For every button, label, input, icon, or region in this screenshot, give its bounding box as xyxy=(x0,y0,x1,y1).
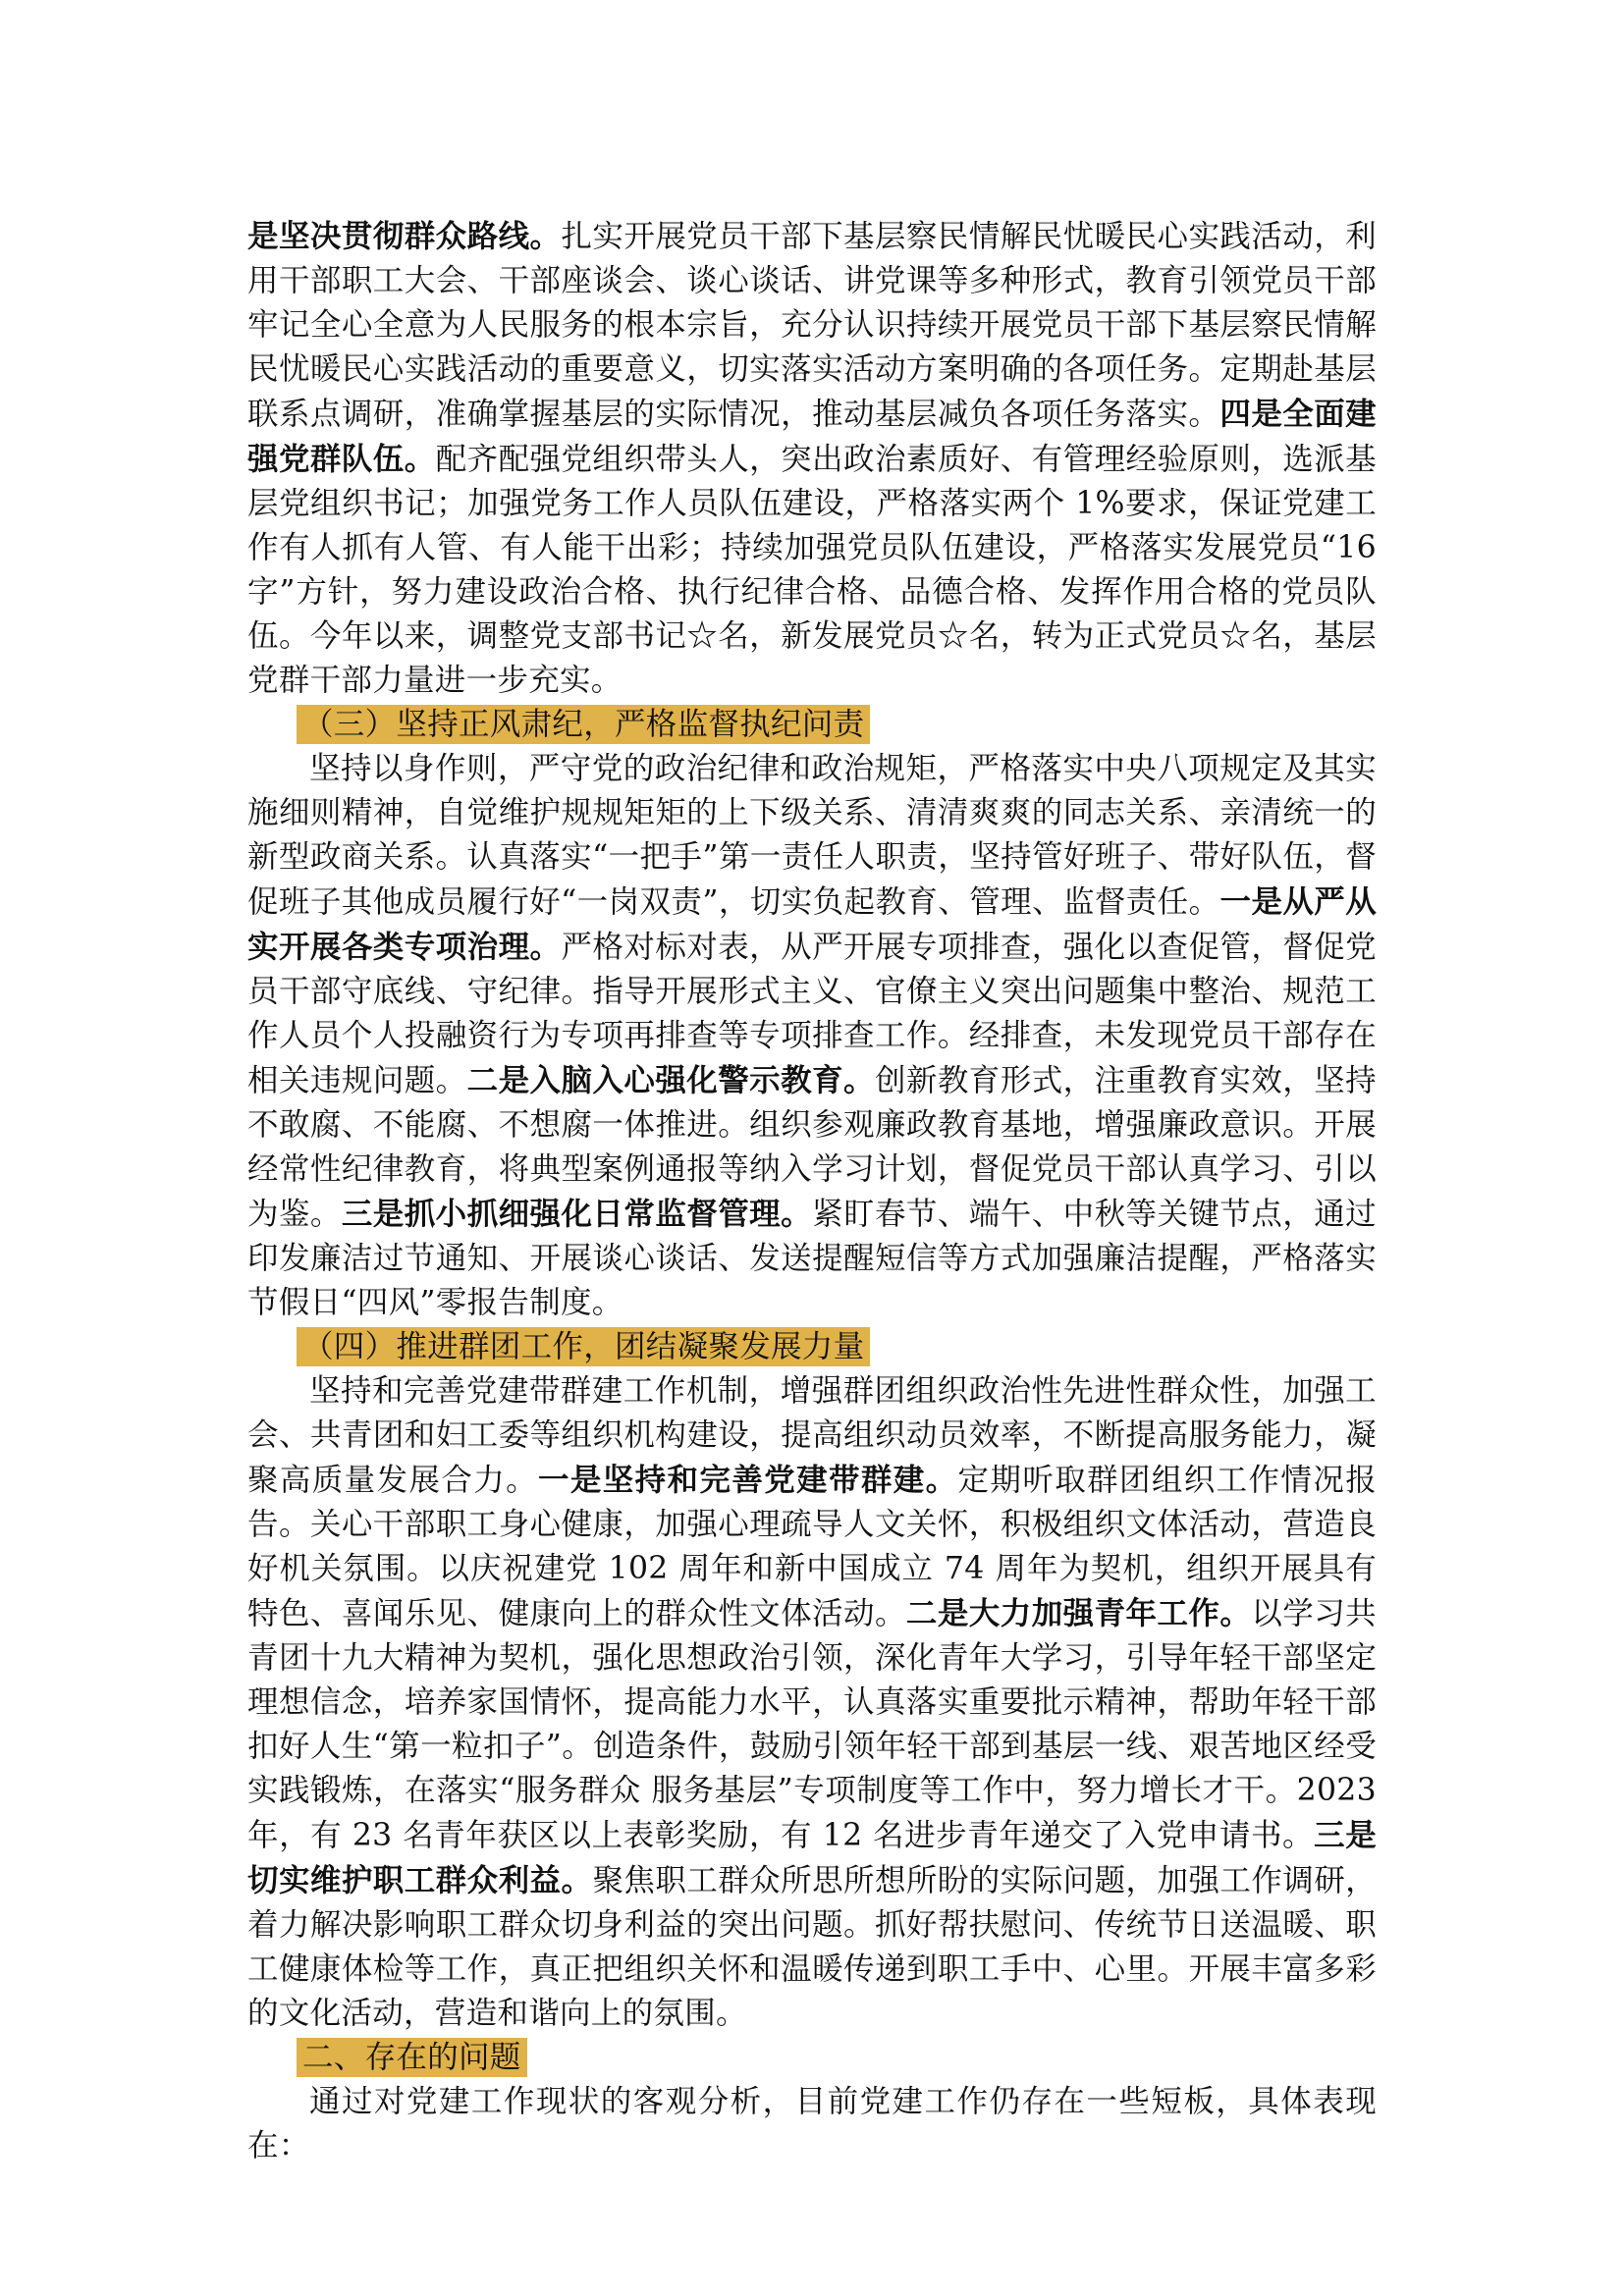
section-heading-4 xyxy=(247,1325,1377,1369)
bold-lead-in: 四是全面建强党群队伍。 xyxy=(247,396,1377,477)
body-text: 严格对标对表，从严开展专项排查，强化以查促管，督促党员干部守底线、守纪律。指导开展形式主义、官僚主义突出问题集中整治、规范工作人员个人投融资行为专项再排查等专项排查工作。经排查，未发现党员干部存在相关违规问题。 xyxy=(247,930,1377,1098)
bold-lead-in: 三是切实维护职工群众利益。 xyxy=(247,1817,1377,1898)
paragraph-discipline xyxy=(247,747,1377,1325)
body-text: 扎实开展党员干部下基层察民情解民忧暖民心实践活动，利用干部职工大会、干部座谈会、谈心谈话、讲党课等多种形式，教育引领党员干部牢记全心全意为人民服务的根本宗旨，充分认识持续开展党员干部下基层察民情解民忧暖民心实践活动的重要意义，切实落实活动方案明确的各项任务。定期赴基层联系点调研，准确掌握基层的实际情况，推动基层减负各项任务落实。 xyxy=(247,219,1377,432)
bold-lead-in: 三是抓小抓细强化日常监督管理。 xyxy=(341,1196,813,1232)
body-text: 配齐配强党组织带头人，突出政治素质好、有管理经验原则，选派基层党组织书记；加强党务工作人员队伍建设，严格落实两个 1%要求，保证党建工作有人抓有人管、有人能干出彩；持续加强党员队伍建设，严格落实发展党员“16字”方针，努力建设政治合格、执行纪律合格、品德合格、发挥作用合格的党员队伍。今年以来，调整党支部书记☆名，新发展党员☆名，转为正式党员☆名，基层党群干部力量进一步充实。 xyxy=(247,442,1377,698)
bold-lead-in: 是坚决贯彻群众路线。 xyxy=(247,218,562,254)
body-text: 以学习共青团十九大精神为契机，强化思想政治引领，深化青年大学习，引导年轻干部坚定理想信念，培养家国情怀，提高能力水平，认真落实重要批示精神，帮助年轻干部扣好人生“第一粒扣子”。创造条件，鼓励引领年轻干部到基层一线、艰苦地区经受实践锻炼，在落实“服务群众 服务基层”专项制度等工作中，努力增长才干。2023 年，有 23 名青年获区以上表彰奖励，有 12 名进步青年递交了入党申请书。 xyxy=(247,1596,1377,1853)
bold-lead-in: 二是大力加强青年工作。 xyxy=(905,1595,1252,1631)
highlighted-heading-text: 二、存在的问题 xyxy=(297,2038,527,2077)
body-text: 创新教育形式，注重教育实效，坚持不敢腐、不能腐、不想腐一体推进。组织参观廉政教育基地，增强廉政意识。开展经常性纪律教育，将典型案例通报等纳入学习计划，督促党员干部认真学习、引以为鉴。 xyxy=(247,1063,1377,1232)
body-text: 定期听取群团组织工作情况报告。关心干部职工身心健康，加强心理疏导人文关怀，积极组织文体活动，营造良好机关氛围。以庆祝建党 102 周年和新中国成立 74 周年为契机，组织开展具有特色、喜闻乐见、健康向上的群众性文体活动。 xyxy=(247,1463,1378,1631)
paragraph-problems-intro: 通过对党建工作现状的客观分析，目前党建工作仍存在一些短板，具体表现在： xyxy=(247,2084,1377,2163)
body-text: 坚持以身作则，严守党的政治纪律和政治规矩，严格落实中央八项规定及其实施细则精神，自觉维护规规矩矩的上下级关系、清清爽爽的同志关系、亲清统一的新型政商关系。认真落实“一把手”第一责任人职责，坚持管好班子、带好队伍，督促班子其他成员履行好“一岗双责”，切实负起教育、管理、监督责任。 xyxy=(247,751,1377,920)
highlighted-heading-text: （四）推进群团工作，团结凝聚发展力量 xyxy=(297,1327,870,1366)
bold-lead-in: 一是坚持和完善党建带群建。 xyxy=(538,1462,958,1498)
section-heading-problems xyxy=(247,2036,1377,2080)
section-heading-3 xyxy=(247,703,1377,747)
highlighted-heading-text: （三）坚持正风肃纪，严格监督执纪问责 xyxy=(297,705,870,744)
body-text: 聚焦职工群众所思所想所盼的实际问题，加强工作调研，着力解决影响职工群众切身利益的突出问题。抓好帮扶慰问、传统节日送温暖、职工健康体检等工作，真正把组织关怀和温暖传递到职工手中、心里。开展丰富多彩的文化活动，营造和谐向上的氛围。 xyxy=(247,1863,1377,2031)
body-text: 紧盯春节、端午、中秋等关键节点，通过印发廉洁过节通知、开展谈心谈话、发送提醒短信等方式加强廉洁提醒，严格落实节假日“四风”零报告制度。 xyxy=(247,1197,1377,1320)
paragraph-mass-organizations xyxy=(247,1369,1377,2036)
bold-lead-in: 一是从严从实开展各类专项治理。 xyxy=(247,883,1377,965)
body-text: 坚持和完善党建带群建工作机制，增强群团组织政治性先进性群众性，加强工会、共青团和妇工委等组织机构建设，提高组织动员效率，不断提高服务能力，凝聚高质量发展合力。 xyxy=(247,1373,1377,1498)
document-page xyxy=(247,214,1377,2168)
bold-lead-in: 二是入脑入心强化警示教育。 xyxy=(466,1062,875,1098)
paragraph-mass-line xyxy=(247,214,1377,703)
